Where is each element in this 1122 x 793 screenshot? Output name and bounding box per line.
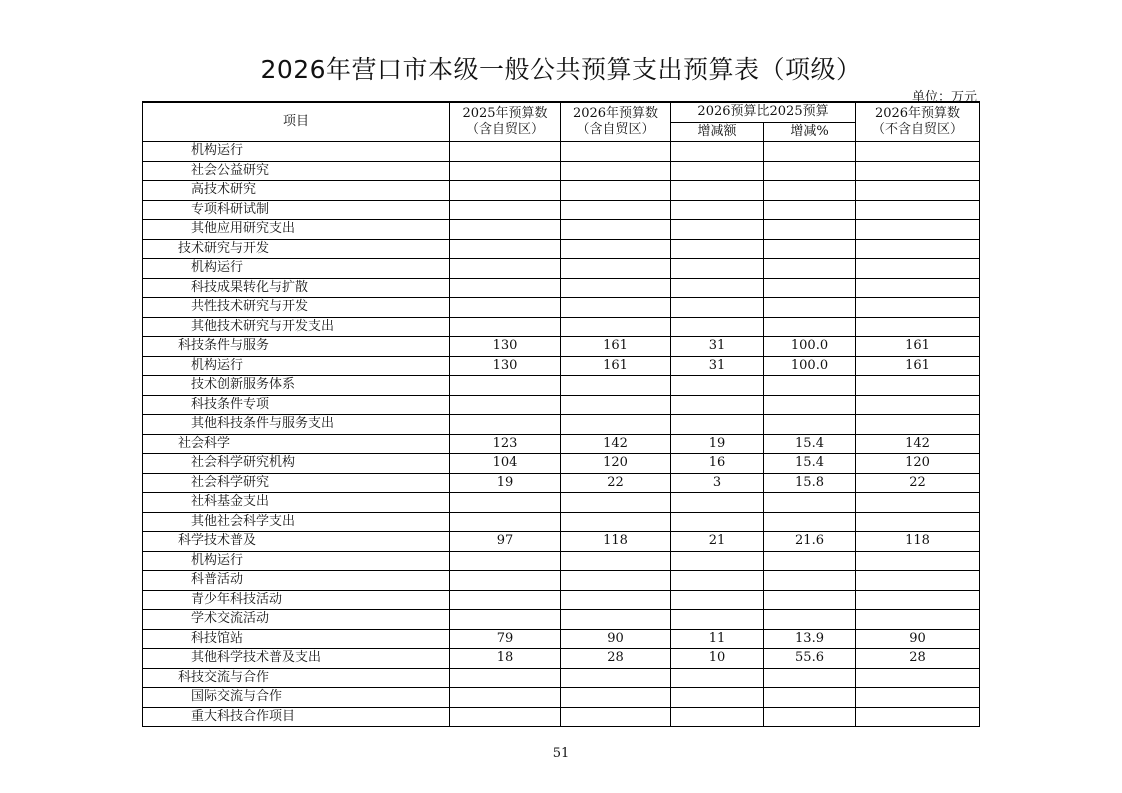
cell-2025 (450, 688, 561, 708)
cell-2025 (450, 395, 561, 415)
cell-2026-excl (856, 259, 980, 279)
cell-2026-excl (856, 668, 980, 688)
header-change-pct: 增减% (764, 122, 856, 142)
cell-change-pct (764, 181, 856, 201)
table-row (143, 629, 980, 649)
cell-change-pct: 55.6 (764, 649, 856, 669)
cell-2025 (450, 317, 561, 337)
table-row (143, 239, 980, 259)
cell-change-amount (671, 239, 764, 259)
header-change-amount: 增减额 (671, 122, 764, 142)
table-row (143, 298, 980, 318)
cell-2026-excl (856, 317, 980, 337)
cell-2026 (561, 200, 671, 220)
cell-2026-excl: 161 (856, 356, 980, 376)
cell-change-amount (671, 200, 764, 220)
cell-change-pct: 15.4 (764, 454, 856, 474)
table-row (143, 473, 980, 493)
cell-change-pct: 15.4 (764, 434, 856, 454)
cell-2026: 90 (561, 629, 671, 649)
cell-2026: 142 (561, 434, 671, 454)
row-item-name: 机构运行 (143, 142, 450, 162)
row-item-name: 重大科技合作项目 (143, 707, 450, 727)
table-row (143, 220, 980, 240)
cell-2026-excl (856, 298, 980, 318)
cell-2026 (561, 239, 671, 259)
header-2025: 2025年预算数 （含自贸区） (450, 102, 561, 142)
table-row (143, 649, 980, 669)
cell-2025 (450, 298, 561, 318)
cell-2025: 130 (450, 356, 561, 376)
cell-2026-excl: 161 (856, 337, 980, 357)
cell-2026: 161 (561, 356, 671, 376)
cell-2026-excl: 28 (856, 649, 980, 669)
cell-2025: 130 (450, 337, 561, 357)
cell-2026 (561, 317, 671, 337)
table-row (143, 532, 980, 552)
row-item-name: 共性技术研究与开发 (143, 298, 450, 318)
cell-change-amount: 19 (671, 434, 764, 454)
row-item-name: 机构运行 (143, 356, 450, 376)
cell-change-pct: 13.9 (764, 629, 856, 649)
cell-change-pct (764, 688, 856, 708)
row-item-name: 其他科技条件与服务支出 (143, 415, 450, 435)
row-item-name: 科学技术普及 (143, 532, 450, 552)
cell-change-amount: 21 (671, 532, 764, 552)
cell-change-pct: 100.0 (764, 356, 856, 376)
cell-2026 (561, 707, 671, 727)
row-item-name: 科技成果转化与扩散 (143, 278, 450, 298)
cell-2025 (450, 551, 561, 571)
cell-change-amount (671, 259, 764, 279)
row-item-name: 社会科学研究 (143, 473, 450, 493)
cell-2026 (561, 298, 671, 318)
cell-2026 (561, 688, 671, 708)
cell-change-amount (671, 317, 764, 337)
cell-change-pct (764, 142, 856, 162)
row-item-name: 其他应用研究支出 (143, 220, 450, 240)
cell-2026-excl (856, 512, 980, 532)
cell-2025 (450, 590, 561, 610)
cell-2026-excl (856, 239, 980, 259)
cell-change-pct: 15.8 (764, 473, 856, 493)
cell-2026 (561, 395, 671, 415)
cell-2025 (450, 610, 561, 630)
row-item-name: 学术交流活动 (143, 610, 450, 630)
cell-change-amount (671, 571, 764, 591)
cell-2025: 104 (450, 454, 561, 474)
cell-change-amount (671, 590, 764, 610)
cell-change-pct: 100.0 (764, 337, 856, 357)
cell-2026-excl (856, 707, 980, 727)
table-row (143, 200, 980, 220)
cell-2025: 123 (450, 434, 561, 454)
cell-2025: 18 (450, 649, 561, 669)
cell-change-amount (671, 493, 764, 513)
row-item-name: 社会科学 (143, 434, 450, 454)
header-2026: 2026年预算数 （含自贸区） (561, 102, 671, 142)
cell-change-amount (671, 395, 764, 415)
cell-2026-excl (856, 493, 980, 513)
table-row (143, 337, 980, 357)
cell-change-amount (671, 181, 764, 201)
cell-2025: 97 (450, 532, 561, 552)
row-item-name: 技术研究与开发 (143, 239, 450, 259)
table-row (143, 181, 980, 201)
cell-2025: 79 (450, 629, 561, 649)
table-row (143, 688, 980, 708)
row-item-name: 国际交流与合作 (143, 688, 450, 708)
cell-2026: 28 (561, 649, 671, 669)
row-item-name: 科技交流与合作 (143, 668, 450, 688)
cell-change-amount: 31 (671, 337, 764, 357)
cell-2025 (450, 142, 561, 162)
table-row (143, 610, 980, 630)
cell-change-amount (671, 376, 764, 396)
table-row (143, 493, 980, 513)
cell-2026-excl: 22 (856, 473, 980, 493)
cell-change-pct (764, 590, 856, 610)
table-row (143, 551, 980, 571)
cell-2025 (450, 512, 561, 532)
cell-change-pct (764, 259, 856, 279)
cell-change-pct (764, 610, 856, 630)
page-number: 51 (552, 746, 570, 761)
cell-2026 (561, 610, 671, 630)
cell-change-amount (671, 551, 764, 571)
table-row (143, 259, 980, 279)
cell-2026 (561, 278, 671, 298)
cell-change-amount (671, 707, 764, 727)
cell-change-pct (764, 551, 856, 571)
cell-change-pct (764, 493, 856, 513)
cell-2025 (450, 493, 561, 513)
row-item-name: 高技术研究 (143, 181, 450, 201)
cell-change-pct (764, 512, 856, 532)
cell-change-pct (764, 395, 856, 415)
cell-change-amount (671, 142, 764, 162)
row-item-name: 其他技术研究与开发支出 (143, 317, 450, 337)
cell-2025 (450, 220, 561, 240)
table-row (143, 415, 980, 435)
cell-2025 (450, 200, 561, 220)
cell-2026: 118 (561, 532, 671, 552)
table-row (143, 590, 980, 610)
cell-2025 (450, 415, 561, 435)
cell-2025 (450, 181, 561, 201)
table-row (143, 356, 980, 376)
cell-2026 (561, 668, 671, 688)
cell-change-amount (671, 688, 764, 708)
cell-change-pct (764, 668, 856, 688)
cell-2026: 120 (561, 454, 671, 474)
cell-2026-excl (856, 590, 980, 610)
cell-2026-excl: 120 (856, 454, 980, 474)
cell-2025 (450, 278, 561, 298)
row-item-name: 社科基金支出 (143, 493, 450, 513)
cell-2025: 19 (450, 473, 561, 493)
cell-2026-excl (856, 161, 980, 181)
row-item-name: 科普活动 (143, 571, 450, 591)
cell-2026-excl (856, 571, 980, 591)
cell-change-amount (671, 298, 764, 318)
row-item-name: 社会公益研究 (143, 161, 450, 181)
table-row (143, 571, 980, 591)
cell-2026-excl (856, 181, 980, 201)
table-row (143, 278, 980, 298)
table-row (143, 161, 980, 181)
cell-2025 (450, 707, 561, 727)
header-compare: 2026预算比2025预算 (671, 102, 856, 122)
cell-change-amount: 16 (671, 454, 764, 474)
row-item-name: 专项科研试制 (143, 200, 450, 220)
row-item-name: 社会科学研究机构 (143, 454, 450, 474)
cell-2026 (561, 142, 671, 162)
cell-2025 (450, 571, 561, 591)
cell-change-pct (764, 571, 856, 591)
cell-2026-excl: 90 (856, 629, 980, 649)
cell-2026-excl (856, 395, 980, 415)
table-row (143, 376, 980, 396)
cell-change-pct (764, 298, 856, 318)
cell-2026-excl: 142 (856, 434, 980, 454)
cell-change-amount: 3 (671, 473, 764, 493)
cell-change-pct (764, 376, 856, 396)
cell-2026-excl (856, 415, 980, 435)
row-item-name: 机构运行 (143, 259, 450, 279)
table-row (143, 454, 980, 474)
cell-change-pct (764, 239, 856, 259)
cell-change-amount: 31 (671, 356, 764, 376)
row-item-name: 技术创新服务体系 (143, 376, 450, 396)
cell-change-amount (671, 220, 764, 240)
row-item-name: 科技条件专项 (143, 395, 450, 415)
cell-2026 (561, 590, 671, 610)
cell-change-amount: 11 (671, 629, 764, 649)
budget-table (142, 101, 980, 727)
cell-change-pct (764, 415, 856, 435)
row-item-name: 机构运行 (143, 551, 450, 571)
row-item-name: 其他社会科学支出 (143, 512, 450, 532)
table-row (143, 142, 980, 162)
cell-2026 (561, 512, 671, 532)
cell-change-pct: 21.6 (764, 532, 856, 552)
cell-2026-excl (856, 220, 980, 240)
cell-2025 (450, 668, 561, 688)
row-item-name: 科技馆站 (143, 629, 450, 649)
cell-change-pct (764, 317, 856, 337)
cell-change-pct (764, 161, 856, 181)
unit-label: 单位：万元 (911, 90, 977, 105)
cell-2026-excl (856, 278, 980, 298)
table-row (143, 395, 980, 415)
cell-2026 (561, 493, 671, 513)
cell-2026-excl (856, 610, 980, 630)
cell-change-pct (764, 220, 856, 240)
cell-2026 (561, 220, 671, 240)
cell-2026-excl (856, 688, 980, 708)
cell-2026-excl (856, 551, 980, 571)
cell-2026-excl (856, 142, 980, 162)
cell-2026 (561, 551, 671, 571)
cell-2026 (561, 259, 671, 279)
row-item-name: 青少年科技活动 (143, 590, 450, 610)
table-row (143, 668, 980, 688)
cell-2025 (450, 239, 561, 259)
cell-2026 (561, 376, 671, 396)
cell-2026: 161 (561, 337, 671, 357)
cell-2025 (450, 376, 561, 396)
cell-change-amount (671, 415, 764, 435)
table-row (143, 317, 980, 337)
cell-2026 (561, 415, 671, 435)
cell-2026 (561, 181, 671, 201)
cell-2026: 22 (561, 473, 671, 493)
cell-2025 (450, 259, 561, 279)
table-row (143, 434, 980, 454)
table-row (143, 512, 980, 532)
row-item-name: 科技条件与服务 (143, 337, 450, 357)
cell-change-amount (671, 278, 764, 298)
cell-2026-excl (856, 376, 980, 396)
row-item-name: 其他科学技术普及支出 (143, 649, 450, 669)
cell-2025 (450, 161, 561, 181)
cell-change-pct (764, 707, 856, 727)
header-2026-excl: 2026年预算数 （不含自贸区） (856, 102, 980, 142)
page-title: 2026年营口市本级一般公共预算支出预算表（项级） (260, 55, 862, 84)
cell-change-amount: 10 (671, 649, 764, 669)
cell-change-amount (671, 161, 764, 181)
cell-2026 (561, 161, 671, 181)
cell-change-pct (764, 200, 856, 220)
header-item: 项目 (143, 102, 450, 142)
cell-change-pct (764, 278, 856, 298)
table-row (143, 707, 980, 727)
cell-2026-excl (856, 200, 980, 220)
cell-change-amount (671, 610, 764, 630)
cell-2026-excl: 118 (856, 532, 980, 552)
cell-change-amount (671, 512, 764, 532)
cell-2026 (561, 571, 671, 591)
cell-change-amount (671, 668, 764, 688)
